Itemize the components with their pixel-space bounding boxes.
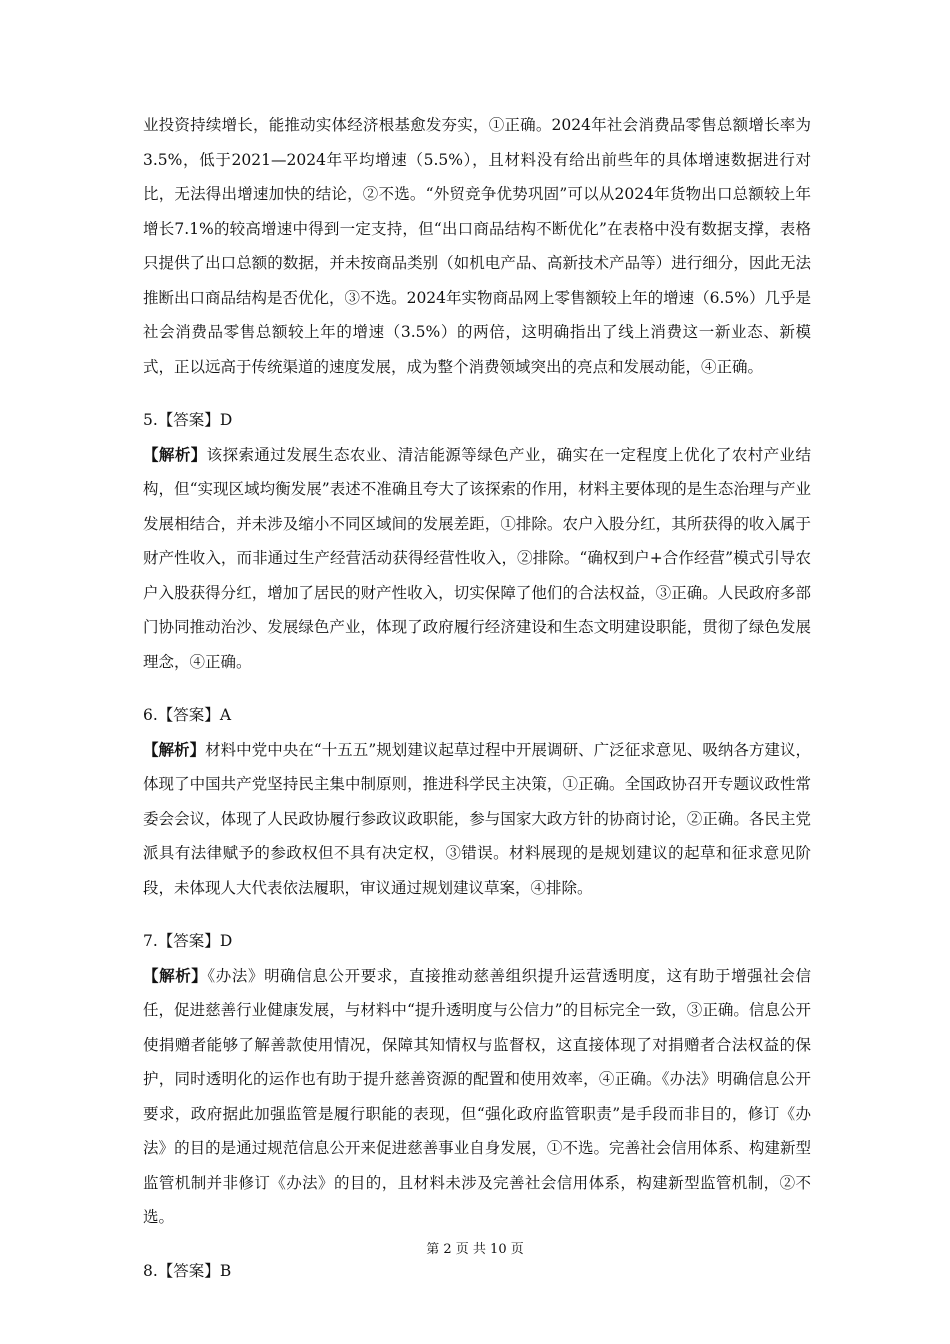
analysis-paragraph [143, 438, 811, 680]
question-number: 6. [143, 706, 158, 724]
answer-line [143, 403, 811, 438]
analysis-text: 该探索通过发展生态农业、清洁能源等绿色产业，确实在一定程度上优化了农村产业结构，但“实现区域均衡发展”表述不准确且夸大了该探索的作用，材料主要体现的是生态治理与产业发展相结合，并未涉及缩小不同区域间的发展差距，①排除。农户入股分红，其所获得的收入属于财产性收入，而非通过生产经营活动获得经营性收入，②排除。“确权到户+合作经营”模式引导农户入股获得分红，增加了居民的财产性收入，切实保障了他们的合法权益，③正确。人民政府多部门协同推动治沙、发展绿色产业，体现了政府履行经济建设和生态文明建设职能，贯彻了绿色发展理念，④正确。 [143, 445, 811, 671]
intro-paragraph: 业投资持续增长，能推动实体经济根基愈发夯实，①正确。2024年社会消费品零售总额增长率为3.5%，低于2021—2024年平均增速（5.5%），且材料没有给出前些年的具体增速数据进行对比，无法得出增速加快的结论，②不选。“外贸竞争优势巩固”可以从2024年货物出口总额较上年增长7.1%的较高增速中得到一定支持，但“出口商品结构不断优化”在表格中没有数据支撑，表格只提供了出口总额的数据，并未按商品类别（如机电产品、高新技术产品等）进行细分，因此无法推断出口商品结构是否优化，③不选。2024年实物商品网上零售额较上年的增速（6.5%）几乎是社会消费品零售总额较上年的增速（3.5%）的两倍，这明确指出了线上消费这一新业态、新模式，正以远高于传统渠道的速度发展，成为整个消费领域突出的亮点和发展动能，④正确。 [143, 116, 811, 376]
question-number: 7. [143, 932, 158, 950]
analysis-text: 《办法》明确信息公开要求，直接推动慈善组织提升运营透明度，这有助于增强社会信任，促进慈善行业健康发展，与材料中“提升透明度与公信力”的目标完全一致，③正确。信息公开使捐赠者能够了解善款使用情况，保障其知情权与监督权，这直接体现了对捐赠者合法权益的保护，同时透明化的运作也有助于提升慈善资源的配置和使用效率，④正确。《办法》明确信息公开要求，政府据此加强监管是履行职能的表现，但“强化政府监管职责”是手段而非目的，修订《办法》的目的是通过规范信息公开来促进慈善事业自身发展，①不选。完善社会信用体系、构建新型监管机制并非修订《办法》的目的，且材料未涉及完善社会信用体系，构建新型监管机制，②不选。 [143, 966, 811, 1226]
analysis-label: 【解析】 [143, 444, 207, 464]
answer-value: D [219, 932, 233, 950]
question-5 [143, 403, 811, 679]
page-number-footer: 第 2 页 共 10 页 [426, 1242, 524, 1257]
question-number: 5. [143, 411, 158, 429]
question-7 [143, 924, 811, 1235]
answer-value: B [219, 1261, 232, 1280]
answer-line [143, 698, 811, 733]
analysis-text: 材料中党中央在“十五五”规划建议起草过程中开展调研、广泛征求意见、吸纳各方建议，体现了中国共产党坚持民主集中制原则，推进科学民主决策，①正确。全国政协召开专题议政性常委会会议，体现了人民政协履行参政议政职能，参与国家大政方针的协商讨论，②正确。各民主党派具有法律赋予的参政权但不具有决定权，③错误。材料展现的是规划建议的起草和征求意见阶段，未体现人大代表依法履职，审议通过规划建议草案，④排除。 [143, 740, 811, 897]
analysis-paragraph [143, 733, 811, 906]
page-content [143, 108, 811, 1288]
answer-value: A [219, 706, 232, 724]
analysis-paragraph [143, 959, 811, 1235]
analysis-label: 【解析】 [143, 965, 208, 985]
analysis-label: 【解析】 [143, 739, 206, 759]
answer-label: 【答案】 [157, 411, 220, 429]
question-6 [143, 698, 811, 905]
answer-line [143, 924, 811, 959]
answer-label: 【答案】 [157, 932, 220, 950]
answer-label: 【答案】 [157, 706, 220, 724]
answer-value: D [219, 411, 233, 429]
question-number: 8. [143, 1261, 158, 1280]
answer-label: 【答案】 [157, 1261, 220, 1280]
